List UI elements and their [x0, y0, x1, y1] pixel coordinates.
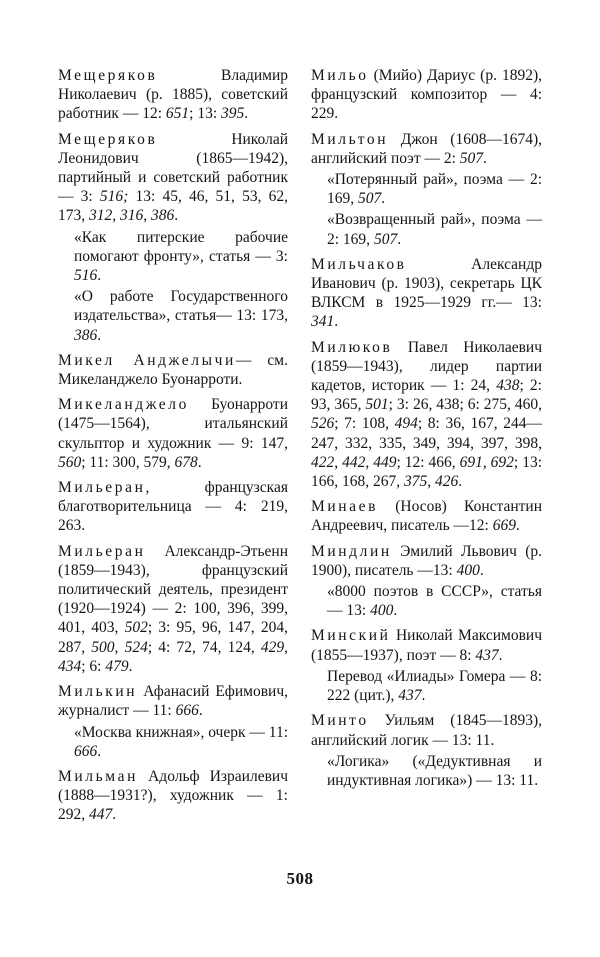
- entry-text: Джон (1608—1674), английский поэт — 2: 507.: [311, 130, 542, 167]
- entry-text: Эмилий Львович (р. 1900), писатель —13: 400.: [311, 542, 542, 579]
- entry-text: (Носов) Константин Андреевич, писатель —12: 669.: [311, 498, 542, 535]
- index-entry: [58, 767, 288, 825]
- index-entry: [311, 497, 542, 535]
- subentry-text: «О работе Государственного издательства», статья— 13: 173, 386.: [74, 288, 288, 344]
- entry-name: Мещеряков: [58, 130, 158, 148]
- index-subentry: [311, 752, 542, 790]
- index-subentry: [58, 287, 288, 345]
- index-entry: [58, 542, 288, 676]
- index-subentry: [311, 210, 542, 248]
- entry-text: , французская благотворительница — 4: 219, 263.: [58, 479, 288, 535]
- index-entry: [311, 130, 542, 168]
- index-subentry: [311, 170, 542, 208]
- index-entry: [311, 542, 542, 580]
- entry-name: Мильман: [58, 767, 138, 785]
- subentry-text: «Как питерские рабочие помогают фронту», статья — 3: 516.: [74, 228, 288, 285]
- index-entry: [311, 711, 542, 749]
- entry-name: Мильеран: [58, 542, 146, 560]
- entry-text: Александр-Этьенн (1859—1943), французский политический деятель, президент (1920—1924) — 2: 100, 396, 399, 401, 403, 502; 3: 95, 96, 147, 204, 287, 500, 524; 4: 72, 74, 124, 429, 434; 6: 479.: [58, 542, 289, 675]
- entry-name: Мещеряков: [58, 67, 158, 84]
- entry-text: Афанасий Ефимович, журналист — 11: 666.: [58, 683, 288, 720]
- page-number: 508: [286, 869, 314, 888]
- index-entry: [311, 338, 542, 492]
- subentry-text: «Возвращенный рай», поэма — 2: 169, 507.: [327, 211, 542, 248]
- index-entry: [58, 130, 288, 226]
- entry-name: Милькин: [58, 683, 138, 701]
- entry-text: Павел Николаевич (1859—1943), лидер партии кадетов, историк — 1: 24, 438; 2: 93, 365, 501; 3: 26, 438; 6: 275, 460, 526; 7: 108, 494; 8: 36, 167, 244—247, 332, 335, 349, 394, 397, 398, 422, 442, 449; 12: 466, 691, 692; 13: 166, 168, 267, 375, 426.: [311, 338, 543, 491]
- index-subentry: [58, 723, 288, 761]
- index-entry: [58, 351, 288, 389]
- entry-text: (Мийо) Дариус (р. 1892), французский композитор — 4: 229.: [311, 67, 542, 123]
- entry-name: Минаев: [311, 498, 379, 516]
- entry-name: Милюков: [311, 338, 393, 356]
- index-subentry: [311, 582, 542, 620]
- entry-name: Мильчаков: [311, 255, 407, 273]
- entry-name: Микеланджело: [58, 396, 189, 414]
- index-entry: [311, 626, 542, 664]
- entry-text: Владимир Николаевич (р. 1885), советский работник — 12: 651; 13: 395.: [58, 67, 288, 123]
- subentry-text: Перевод «Илиады» Гомера — 8: 222 (цит.), 437.: [327, 667, 542, 705]
- entry-name: Минский: [311, 627, 391, 645]
- entry-name: Микел Анджелычи: [58, 351, 236, 369]
- entry-name: Мильеран: [58, 479, 146, 497]
- entry-text: Адольф Израилевич (1888—1931?), художник — 1: 292, 447.: [58, 767, 288, 824]
- entry-text: Уильям (1845—1893), английский логик — 13: 11.: [311, 712, 542, 749]
- entry-name: Минто: [311, 712, 369, 730]
- entry-name: Миндлин: [311, 542, 392, 560]
- index-entry: [311, 255, 542, 332]
- index-subentry: [58, 228, 288, 286]
- index-column-right: [311, 66, 542, 792]
- index-entry: [58, 682, 288, 720]
- index-entry: [58, 395, 288, 472]
- index-entry: [58, 478, 288, 536]
- entry-text: Николай Леонидович (1865—1942), партийный и советский работник — 3: 516; 13: 45, 46, 51, 53, 62, 173, 312, 316, 386.: [58, 130, 288, 225]
- subentry-text: «Москва книжная», очерк — 11: 666.: [74, 723, 288, 760]
- index-column-left: [58, 66, 288, 831]
- index-entry: [311, 66, 542, 124]
- subentry-text: «Потерянный рай», поэма — 2: 169, 507.: [327, 171, 542, 208]
- index-subentry: [311, 667, 542, 705]
- entry-text: Буонарроти (1475—1564), итальянский скульптор и художник — 9: 147, 560; 11: 300, 579, 678.: [58, 396, 288, 471]
- entry-text: Николай Максимович (1855—1937), поэт — 8: 437.: [311, 627, 542, 664]
- entry-name: Мильтон: [311, 130, 389, 148]
- entry-text: — см. Микеланджело Буонарроти.: [58, 351, 288, 389]
- entry-name: Мильо: [311, 67, 369, 84]
- subentry-text: «8000 поэтов в СССР», статья — 13: 400.: [327, 583, 542, 620]
- subentry-text: «Логика» («Дедуктивная и индуктивная логика») — 13: 11.: [327, 752, 542, 789]
- entry-text: Александр Иванович (р. 1903), секретарь ЦК ВЛКСМ в 1925—1929 гг.— 13: 341.: [311, 255, 542, 331]
- index-entry: [58, 66, 288, 124]
